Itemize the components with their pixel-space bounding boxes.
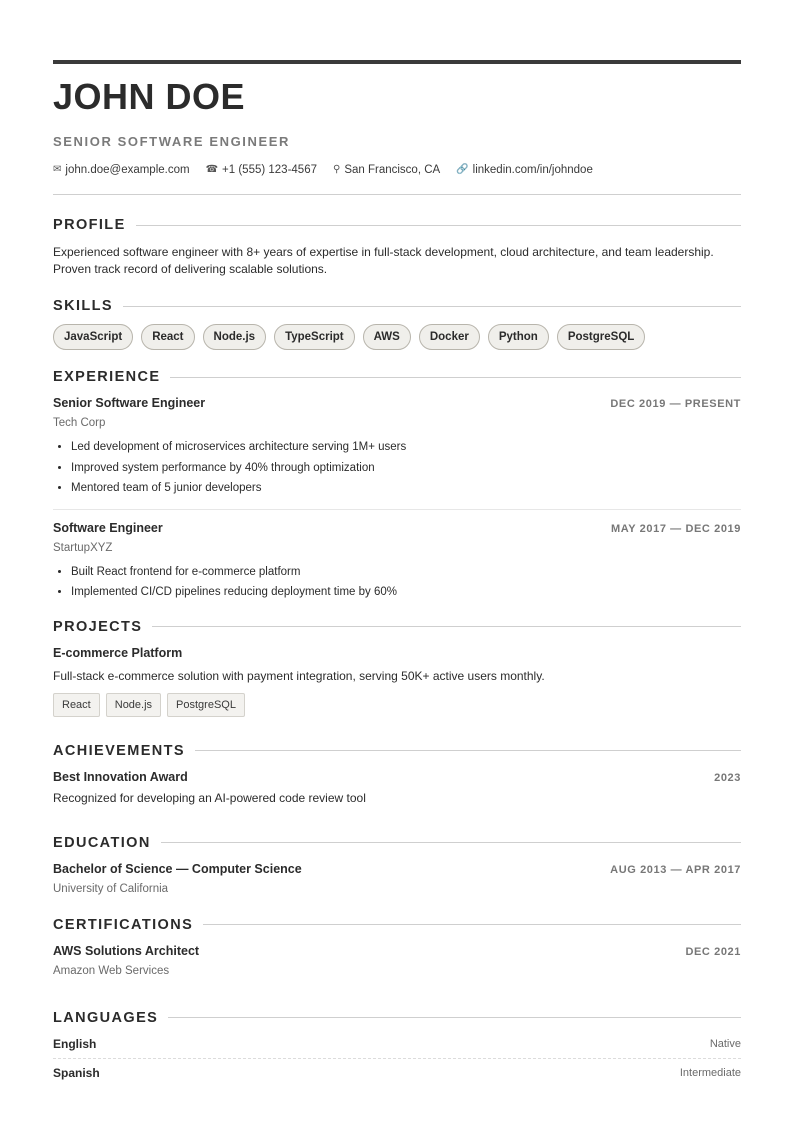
achievements-heading: ACHIEVEMENTS bbox=[53, 742, 186, 759]
certifications-section bbox=[53, 917, 741, 979]
projects-heading: PROJECTS bbox=[53, 618, 143, 635]
skill-pill: Docker bbox=[419, 324, 480, 350]
skill-pill: Python bbox=[488, 324, 549, 350]
skill-pill: Node.js bbox=[203, 324, 267, 350]
project-entry bbox=[53, 645, 741, 717]
language-name: English bbox=[53, 1036, 97, 1051]
skill-pill: PostgreSQL bbox=[557, 324, 645, 350]
contact-location bbox=[333, 162, 440, 178]
skill-pill: AWS bbox=[363, 324, 411, 350]
skill-pill: JavaScript bbox=[53, 324, 133, 350]
project-name: E-commerce Platform bbox=[53, 645, 183, 660]
skills-list bbox=[53, 324, 741, 350]
experience-heading-row bbox=[53, 369, 741, 385]
certifications-heading: CERTIFICATIONS bbox=[53, 916, 194, 933]
contact-linkedin[interactable] bbox=[456, 162, 593, 178]
phone-icon: ☎ bbox=[205, 164, 219, 175]
achievements-heading-row bbox=[53, 743, 741, 759]
skills-heading: SKILLS bbox=[53, 298, 113, 314]
languages-list bbox=[53, 1030, 741, 1087]
contact-row bbox=[53, 162, 741, 178]
experience-heading: EXPERIENCE bbox=[53, 369, 161, 385]
education-section bbox=[53, 835, 741, 897]
section-rule bbox=[168, 1017, 741, 1018]
profile-heading: PROFILE bbox=[53, 217, 126, 233]
education-date: AUG 2013 — APR 2017 bbox=[610, 863, 741, 876]
projects-heading-row bbox=[53, 619, 741, 635]
certifications-heading-row bbox=[53, 917, 741, 933]
profile-section bbox=[53, 217, 741, 278]
entry-divider bbox=[53, 509, 741, 510]
job-bullet: • Mentored team of 5 junior developers bbox=[71, 478, 741, 499]
resume-page bbox=[53, 60, 741, 1087]
education-header bbox=[53, 861, 741, 878]
achievement-header bbox=[53, 769, 741, 786]
certification-header bbox=[53, 943, 741, 960]
contact-linkedin-text: linkedin.com/in/johndoe bbox=[472, 164, 593, 176]
job-bullets bbox=[53, 437, 741, 499]
candidate-title: SENIOR SOFTWARE ENGINEER bbox=[53, 134, 291, 149]
job-date: DEC 2019 — PRESENT bbox=[610, 398, 741, 410]
job-bullet: • Implemented CI/CD pipelines reducing deployment time by 60% bbox=[71, 582, 741, 603]
languages-section bbox=[53, 1010, 741, 1087]
certification-name: AWS Solutions Architect bbox=[53, 943, 200, 958]
degree: Bachelor of Science — Computer Science bbox=[53, 861, 302, 876]
header-divider bbox=[53, 194, 741, 195]
languages-heading-row bbox=[53, 1010, 741, 1026]
skill-pill: React bbox=[141, 324, 194, 350]
project-tags bbox=[53, 693, 741, 717]
experience-entry-header bbox=[53, 520, 741, 537]
achievement-date: 2023 bbox=[714, 771, 741, 784]
language-row bbox=[53, 1058, 741, 1087]
job-bullet: • Led development of microservices architecture serving 1M+ users bbox=[71, 437, 741, 458]
language-name: Spanish bbox=[53, 1065, 100, 1080]
job-company: Tech Corp bbox=[53, 417, 106, 429]
top-rule bbox=[53, 60, 741, 64]
language-level: Intermediate bbox=[679, 1066, 741, 1079]
education-heading-row bbox=[53, 835, 741, 851]
job-bullet: • Improved system performance by 40% through optimization bbox=[71, 458, 741, 479]
location-pin-icon: ⚲ bbox=[333, 164, 341, 175]
language-row bbox=[53, 1030, 741, 1058]
achievement-entry bbox=[53, 769, 741, 807]
section-rule bbox=[161, 842, 741, 843]
certification-issuer: Amazon Web Services bbox=[53, 964, 170, 977]
skills-section bbox=[53, 298, 741, 350]
section-rule bbox=[195, 750, 741, 751]
experience-entry bbox=[53, 395, 741, 510]
projects-section bbox=[53, 619, 741, 717]
section-rule bbox=[136, 225, 741, 226]
job-bullets bbox=[53, 562, 741, 603]
school: University of California bbox=[53, 882, 169, 895]
project-description: Full-stack e-commerce solution with payment integration, serving 50K+ active users monthly. bbox=[53, 668, 545, 683]
project-tag: Node.js bbox=[106, 693, 161, 717]
job-date: MAY 2017 — DEC 2019 bbox=[610, 522, 741, 535]
envelope-icon: ✉ bbox=[53, 164, 62, 175]
candidate-name: JOHN DOE bbox=[53, 76, 246, 117]
link-icon: 🔗 bbox=[456, 164, 469, 175]
profile-text: Experienced software engineer with 8+ years of expertise in full-stack development, cloud architecture, and team leadership. Proven track record of delivering scalable solutions. bbox=[53, 245, 714, 276]
section-rule bbox=[203, 924, 741, 925]
contact-email[interactable] bbox=[53, 162, 190, 178]
contact-phone[interactable] bbox=[206, 162, 317, 178]
section-rule bbox=[152, 626, 741, 627]
achievement-name: Best Innovation Award bbox=[53, 769, 188, 784]
contact-phone-text: +1 (555) 123-4567 bbox=[222, 164, 317, 176]
education-heading: EDUCATION bbox=[53, 834, 151, 851]
achievements-section bbox=[53, 743, 741, 807]
project-tag: PostgreSQL bbox=[167, 693, 245, 717]
certification-entry bbox=[53, 943, 741, 979]
education-entry bbox=[53, 861, 741, 897]
experience-entry-header bbox=[53, 395, 741, 412]
languages-heading: LANGUAGES bbox=[53, 1009, 159, 1026]
profile-heading-row bbox=[53, 217, 741, 233]
job-company: StartupXYZ bbox=[53, 541, 113, 554]
job-role: Senior Software Engineer bbox=[53, 396, 206, 410]
project-tag: React bbox=[53, 693, 100, 717]
skills-heading-row bbox=[53, 298, 741, 314]
job-role: Software Engineer bbox=[53, 520, 163, 535]
contact-email-text: john.doe@example.com bbox=[65, 164, 190, 176]
certification-date: DEC 2021 bbox=[685, 945, 741, 958]
language-level: Native bbox=[709, 1037, 741, 1050]
job-bullet: • Built React frontend for e-commerce platform bbox=[71, 562, 741, 583]
section-rule bbox=[170, 377, 741, 378]
skill-pill: TypeScript bbox=[274, 324, 355, 350]
achievement-description: Recognized for developing an AI-powered code review tool bbox=[53, 790, 366, 805]
contact-location-text: San Francisco, CA bbox=[344, 164, 441, 176]
experience-entry bbox=[53, 520, 741, 603]
section-rule bbox=[123, 306, 741, 307]
experience-section bbox=[53, 369, 741, 603]
